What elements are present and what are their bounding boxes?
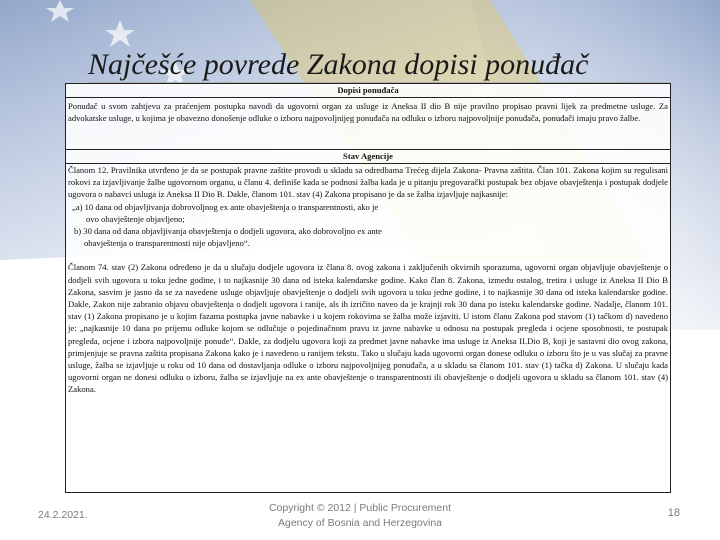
quote-item-a-line2: ovo obavještenje objavljeno;	[86, 213, 185, 224]
slide-title: Najčešće povrede Zakona dopisi ponuđač	[88, 48, 589, 81]
quote-item-a-line1: „a) 10 dana od objavljivanja dobrovoljnog ex ante obavještenja o transparentnosti, ako je	[72, 201, 379, 212]
content-table	[65, 83, 671, 493]
quote-item-b-line1: b) 30 dana od dana objavljivanja obavještenja o dodjeli ugovora, ako dobrovoljno ex ante	[74, 226, 382, 237]
agency-position-header: Stav Agencije	[66, 150, 670, 164]
quote-item-b-line2: obavještenja o transparentnosti nije objavljeno“.	[84, 238, 250, 249]
agency-position-body	[66, 164, 670, 396]
bidder-letters-header: Dopisi ponuđača	[66, 84, 670, 98]
page-number: 18	[667, 507, 680, 519]
copyright-line-1: Copyright © 2012 | Public Procurement	[268, 502, 452, 514]
agency-main-paragraph: Članom 74. stav (2) Zakona određeno je da u slučaju dodjele ugovora iz člana 8. ovog zakona i zaključenih okvirnih sporazuma, ugovorni organ objavljuje obavještenje o dodjeli svih ugovora u toku jedne godine, i to najkasnije 30 dana od isteka kalendarske godine. Kako član 8. Zakona, između ostalog, tretira i usluge iz Aneksa II Dio B Zakona, sasvim je jasno da se za navedene usluge objavljuje obavještenje o dodjeli svih ugovora u toku jedne godine, i to najkasnije 30 dana od isteka kalendarske godine. Dakle, Zakon nije zabranio objavu obavještenja o dodjeli ugovora i ranije, als ih izričito naveo da je krajnji rok 30 dana po isteku kalendarske godine. Nadalje, članom 101. stav (1) Zakona propisano je u kojim fazama postupka javne nabavke i u kojem rokovima se žalba može izjaviti. U istom članu Zakona pod stavom (1) tačkom d) navedeno je: „najkasnije 10 dana po prijemu odluke kojom se odlučuje o pojedinačnom pravu iz javne nabavke u odnosu na postupak pregleda i ocjene sposobnosti, te postupak pregleda, ocjene i izbora najpovoljnije ponude“. Dakle, za dodjelu ugovora koji za predmet javne nabavke ima usluge iz Aneksa II.Dio B, koji je sastavni dio ovog zakona, primjenjuje se pravna zaštita propisana Zakona kako je i navedeno u ranijem tekstu. Tako u slučaju kada ugovorni organ donese odluku o izboru što je u vas slučaj za pravne usluge, žalba se izjavljuje u roku od 10 dana od dostavljanja odluke o izboru najpovoljnijeg ponuđača, a u skladu sa članom 101. stav (1) tačka d) Zakona. U slučaju kada ugovorni organ ne donesi odluku o izboru, žalba se izjavljuje na ex ante obavještenje o transparentnosti ili obavještenje o dodjeli ugovora u skladu sa članom 101. stav (4) Zakona.	[68, 262, 668, 395]
copyright-line-2: Agency of Bosnia and Herzegovina	[277, 517, 443, 529]
footer-copyright	[240, 501, 480, 531]
paragraph-gap	[68, 249, 668, 261]
footer-date: 24.2.2021.	[38, 509, 88, 521]
agency-intro-paragraph: Članom 12. Pravilnika utvrđeno je da se postupak pravne zaštite provodi u skladu sa odredbama Trećeg dijela Zakona- Pravna zaštita. Član 101. Zakona kojim su regulisani rokovi za izjavljivanje žalbe ugovornom organu, u članu 4. definiše kada se podnosi žalba kada je u pitanju pregovarački postupak bez objave obavještenja i postupak dodjele ugovora o nabavci usluga iz Aneksa II Dio B. Dakle, članom 101. stav (4) Zakona propisano je da se žalba izjavljuje najkasnije:	[68, 165, 668, 200]
bidder-letter-text: Ponuđač u svom zahtjevu za praćenjem postupka navodi da ugovorni organ za usluge iz Aneksa II dio B nije pravilno propisao pravni lijek za predmetne usluge. Za advokatske usluge, u kojima je obavezno donošenje odluke o izboru najpovoljnijeg ponuđača na odluku o izboru najpovoljnije ponuđača, ponuđači imaju pravo žalbe.	[66, 98, 670, 150]
